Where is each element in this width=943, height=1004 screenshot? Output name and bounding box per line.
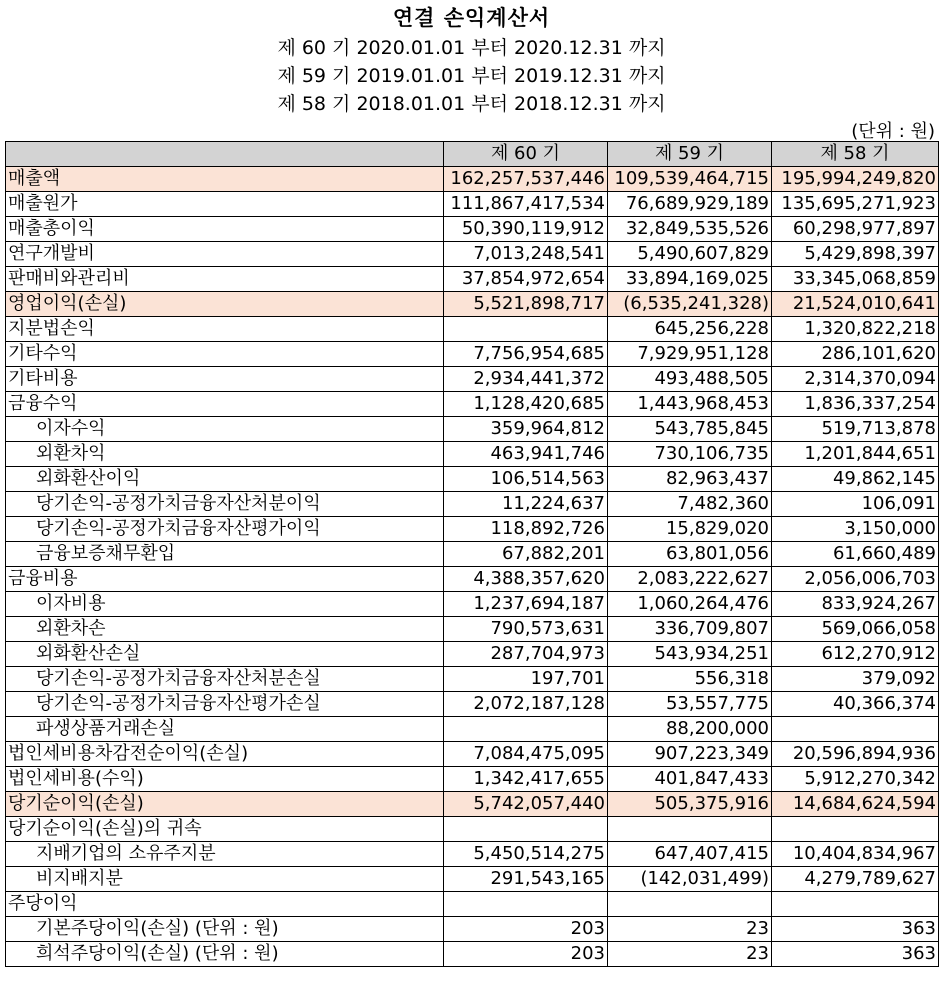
value-cell-period-60: 790,573,631	[444, 617, 608, 642]
value-cell-period-60: 7,013,248,541	[444, 242, 608, 267]
account-name-cell: 외화환산손실	[6, 642, 444, 667]
value-cell-period-59: 730,106,735	[608, 442, 772, 467]
account-name-cell: 당기손익-공정가치금융자산평가손실	[6, 692, 444, 717]
value-cell-period-58	[772, 817, 939, 842]
value-cell-period-59: 1,060,264,476	[608, 592, 772, 617]
table-body	[6, 167, 939, 967]
account-name-cell: 법인세비용차감전순이익(손실)	[6, 742, 444, 767]
table-row	[6, 567, 939, 592]
table-row	[6, 817, 939, 842]
period-line-59: 제 59 기 2019.01.01 부터 2019.12.31 까지	[277, 65, 666, 87]
value-cell-period-60: 203	[444, 917, 608, 942]
table-row	[6, 642, 939, 667]
value-cell-period-60: 291,543,165	[444, 867, 608, 892]
account-name-cell: 주당이익	[6, 892, 444, 917]
value-cell-period-58: 833,924,267	[772, 592, 939, 617]
value-cell-period-59: 23	[608, 917, 772, 942]
value-cell-period-60: 2,934,441,372	[444, 367, 608, 392]
table-row	[6, 842, 939, 867]
value-cell-period-60: 7,084,475,095	[444, 742, 608, 767]
header-period-58: 제 58 기	[772, 142, 939, 167]
value-cell-period-59: 543,934,251	[608, 642, 772, 667]
value-cell-period-58: 106,091	[772, 492, 939, 517]
value-cell-period-60: 463,941,746	[444, 442, 608, 467]
value-cell-period-60: 11,224,637	[444, 492, 608, 517]
period-line-60: 제 60 기 2020.01.01 부터 2020.12.31 까지	[277, 37, 666, 59]
account-name-cell: 기타수익	[6, 342, 444, 367]
income-statement-table	[5, 141, 939, 967]
account-name-cell: 이자비용	[6, 592, 444, 617]
account-name-cell: 파생상품거래손실	[6, 717, 444, 742]
value-cell-period-60: 37,854,972,654	[444, 267, 608, 292]
value-cell-period-59: 336,709,807	[608, 617, 772, 642]
account-name-cell: 매출원가	[6, 192, 444, 217]
value-cell-period-59: 63,801,056	[608, 542, 772, 567]
value-cell-period-60: 111,867,417,534	[444, 192, 608, 217]
value-cell-period-60	[444, 717, 608, 742]
value-cell-period-59	[608, 892, 772, 917]
value-cell-period-59: 907,223,349	[608, 742, 772, 767]
account-name-cell: 당기손익-공정가치금융자산평가이익	[6, 517, 444, 542]
table-row	[6, 467, 939, 492]
account-name-cell: 외환차익	[6, 442, 444, 467]
value-cell-period-59: 109,539,464,715	[608, 167, 772, 192]
value-cell-period-59: 53,557,775	[608, 692, 772, 717]
value-cell-period-58: 21,524,010,641	[772, 292, 939, 317]
account-name-cell: 외환차손	[6, 617, 444, 642]
value-cell-period-58: 60,298,977,897	[772, 217, 939, 242]
account-name-cell: 금융수익	[6, 392, 444, 417]
account-name-cell: 금융비용	[6, 567, 444, 592]
value-cell-period-60: 162,257,537,446	[444, 167, 608, 192]
table-row	[6, 417, 939, 442]
header-period-60: 제 60 기	[444, 142, 608, 167]
table-row	[6, 217, 939, 242]
value-cell-period-59: 15,829,020	[608, 517, 772, 542]
value-cell-period-59: 647,407,415	[608, 842, 772, 867]
table-row	[6, 442, 939, 467]
account-name-cell: 매출총이익	[6, 217, 444, 242]
header-account	[6, 142, 444, 167]
value-cell-period-59: 493,488,505	[608, 367, 772, 392]
value-cell-period-59	[608, 817, 772, 842]
value-cell-period-59: 23	[608, 942, 772, 967]
statement-title: 연결 손익계산서	[392, 6, 551, 30]
value-cell-period-58: 363	[772, 917, 939, 942]
value-cell-period-59: 33,894,169,025	[608, 267, 772, 292]
table-row	[6, 617, 939, 642]
value-cell-period-58: 363	[772, 942, 939, 967]
account-name-cell: 영업이익(손실)	[6, 292, 444, 317]
value-cell-period-59: 32,849,535,526	[608, 217, 772, 242]
value-cell-period-58: 195,994,249,820	[772, 167, 939, 192]
value-cell-period-58	[772, 717, 939, 742]
table-row	[6, 767, 939, 792]
value-cell-period-60: 1,342,417,655	[444, 767, 608, 792]
value-cell-period-58: 2,314,370,094	[772, 367, 939, 392]
value-cell-period-60: 5,521,898,717	[444, 292, 608, 317]
value-cell-period-58: 5,912,270,342	[772, 767, 939, 792]
unit-label: (단위 : 원)	[851, 121, 935, 142]
value-cell-period-59: 7,929,951,128	[608, 342, 772, 367]
table-row	[6, 867, 939, 892]
value-cell-period-58: 286,101,620	[772, 342, 939, 367]
account-name-cell: 당기손익-공정가치금융자산처분손실	[6, 667, 444, 692]
table-row	[6, 292, 939, 317]
table-row	[6, 892, 939, 917]
value-cell-period-58: 379,092	[772, 667, 939, 692]
value-cell-period-59: 2,083,222,627	[608, 567, 772, 592]
value-cell-period-58: 33,345,068,859	[772, 267, 939, 292]
table-row	[6, 492, 939, 517]
table-row	[6, 192, 939, 217]
table-row	[6, 317, 939, 342]
value-cell-period-60: 197,701	[444, 667, 608, 692]
table-row	[6, 717, 939, 742]
value-cell-period-58: 49,862,145	[772, 467, 939, 492]
table-header-row	[6, 142, 939, 167]
table-row	[6, 742, 939, 767]
table-row	[6, 167, 939, 192]
value-cell-period-58: 4,279,789,627	[772, 867, 939, 892]
account-name-cell: 당기손익-공정가치금융자산처분이익	[6, 492, 444, 517]
table-row	[6, 342, 939, 367]
value-cell-period-60	[444, 817, 608, 842]
table-row	[6, 392, 939, 417]
value-cell-period-59: 7,482,360	[608, 492, 772, 517]
value-cell-period-58: 5,429,898,397	[772, 242, 939, 267]
value-cell-period-58: 1,836,337,254	[772, 392, 939, 417]
value-cell-period-60: 4,388,357,620	[444, 567, 608, 592]
value-cell-period-60: 106,514,563	[444, 467, 608, 492]
value-cell-period-59: 5,490,607,829	[608, 242, 772, 267]
account-name-cell: 외화환산이익	[6, 467, 444, 492]
account-name-cell: 지분법손익	[6, 317, 444, 342]
account-name-cell: 기본주당이익(손실) (단위 : 원)	[6, 917, 444, 942]
value-cell-period-59: (6,535,241,328)	[608, 292, 772, 317]
table-row	[6, 242, 939, 267]
table-row	[6, 942, 939, 967]
value-cell-period-60: 5,742,057,440	[444, 792, 608, 817]
value-cell-period-59: 88,200,000	[608, 717, 772, 742]
value-cell-period-60: 5,450,514,275	[444, 842, 608, 867]
value-cell-period-60: 2,072,187,128	[444, 692, 608, 717]
account-name-cell: 연구개발비	[6, 242, 444, 267]
table-row	[6, 542, 939, 567]
value-cell-period-60: 67,882,201	[444, 542, 608, 567]
account-name-cell: 판매비와관리비	[6, 267, 444, 292]
account-name-cell: 비지배지분	[6, 867, 444, 892]
value-cell-period-60	[444, 892, 608, 917]
account-name-cell: 기타비용	[6, 367, 444, 392]
account-name-cell: 금융보증채무환입	[6, 542, 444, 567]
value-cell-period-60: 359,964,812	[444, 417, 608, 442]
value-cell-period-59: (142,031,499)	[608, 867, 772, 892]
value-cell-period-59: 645,256,228	[608, 317, 772, 342]
value-cell-period-58: 1,320,822,218	[772, 317, 939, 342]
value-cell-period-58: 2,056,006,703	[772, 567, 939, 592]
table-row	[6, 517, 939, 542]
table-row	[6, 667, 939, 692]
value-cell-period-58	[772, 892, 939, 917]
value-cell-period-60: 287,704,973	[444, 642, 608, 667]
value-cell-period-59: 76,689,929,189	[608, 192, 772, 217]
account-name-cell: 당기순이익(손실)의 귀속	[6, 817, 444, 842]
table-row	[6, 267, 939, 292]
account-name-cell: 법인세비용(수익)	[6, 767, 444, 792]
value-cell-period-58: 61,660,489	[772, 542, 939, 567]
value-cell-period-58: 20,596,894,936	[772, 742, 939, 767]
table-row	[6, 592, 939, 617]
value-cell-period-58: 40,366,374	[772, 692, 939, 717]
value-cell-period-58: 569,066,058	[772, 617, 939, 642]
value-cell-period-60: 7,756,954,685	[444, 342, 608, 367]
header-period-59: 제 59 기	[608, 142, 772, 167]
value-cell-period-58: 135,695,271,923	[772, 192, 939, 217]
table-row	[6, 917, 939, 942]
table-row	[6, 367, 939, 392]
value-cell-period-58: 519,713,878	[772, 417, 939, 442]
table-row	[6, 692, 939, 717]
value-cell-period-60: 1,237,694,187	[444, 592, 608, 617]
account-name-cell: 이자수익	[6, 417, 444, 442]
value-cell-period-60: 50,390,119,912	[444, 217, 608, 242]
value-cell-period-58: 10,404,834,967	[772, 842, 939, 867]
value-cell-period-60: 118,892,726	[444, 517, 608, 542]
account-name-cell: 희석주당이익(손실) (단위 : 원)	[6, 942, 444, 967]
value-cell-period-58: 612,270,912	[772, 642, 939, 667]
value-cell-period-58: 3,150,000	[772, 517, 939, 542]
account-name-cell: 매출액	[6, 167, 444, 192]
value-cell-period-60	[444, 317, 608, 342]
value-cell-period-59: 401,847,433	[608, 767, 772, 792]
value-cell-period-60: 203	[444, 942, 608, 967]
value-cell-period-59: 1,443,968,453	[608, 392, 772, 417]
account-name-cell: 당기순이익(손실)	[6, 792, 444, 817]
value-cell-period-59: 505,375,916	[608, 792, 772, 817]
value-cell-period-59: 556,318	[608, 667, 772, 692]
table-row	[6, 792, 939, 817]
value-cell-period-59: 543,785,845	[608, 417, 772, 442]
value-cell-period-60: 1,128,420,685	[444, 392, 608, 417]
value-cell-period-58: 1,201,844,651	[772, 442, 939, 467]
value-cell-period-59: 82,963,437	[608, 467, 772, 492]
account-name-cell: 지배기업의 소유주지분	[6, 842, 444, 867]
value-cell-period-58: 14,684,624,594	[772, 792, 939, 817]
period-line-58: 제 58 기 2018.01.01 부터 2018.12.31 까지	[277, 93, 666, 115]
